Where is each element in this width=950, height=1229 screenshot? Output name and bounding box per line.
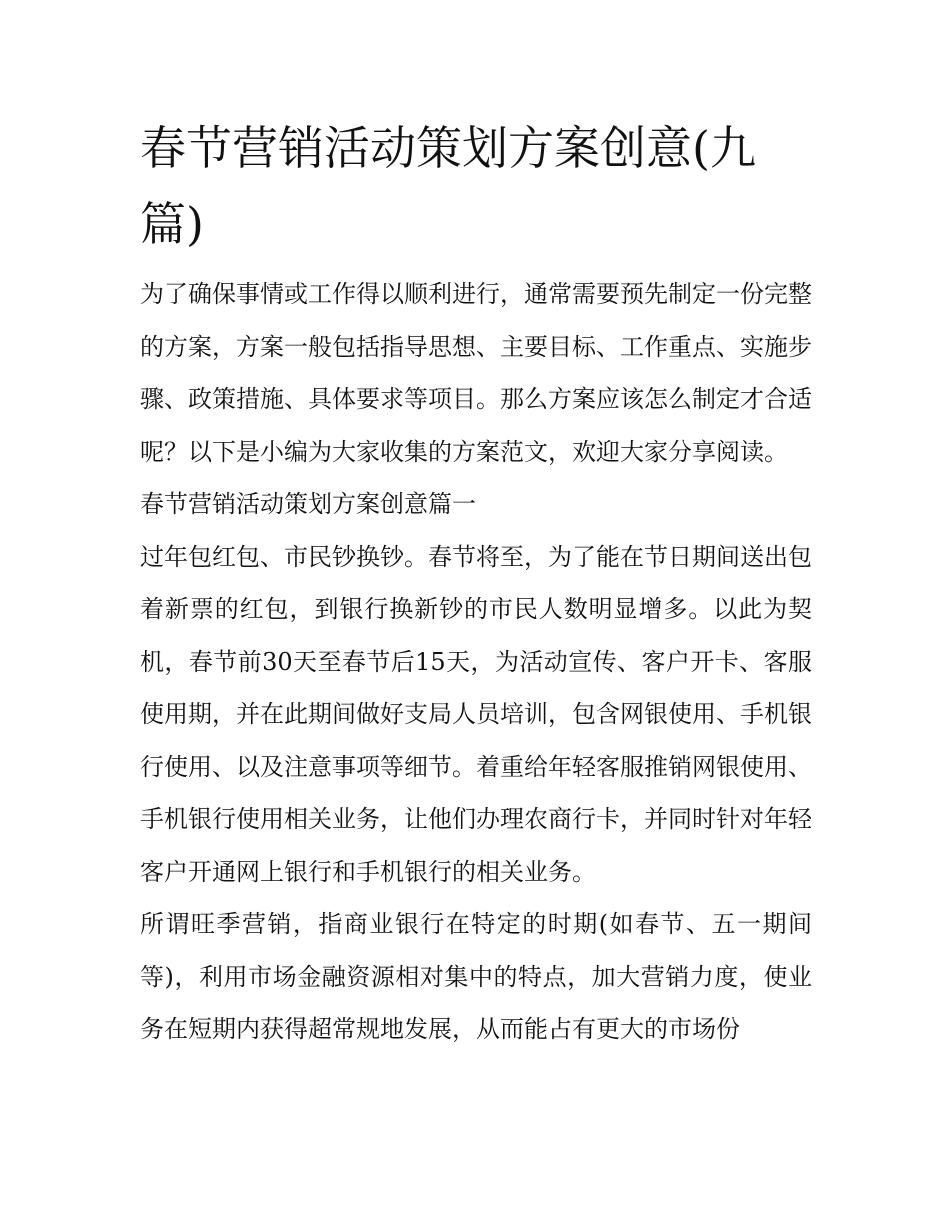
intro-paragraph: 为了确保事情或工作得以顺利进行，通常需要预先制定一份完整的方案，方案一般包括指导思想、主要目标、工作重点、实施步骤、政策措施、具体要求等项目。那么方案应该怎么制定才合适呢？以下是小编为大家收集的方案范文，欢迎大家分享阅读。 xyxy=(140,280,812,466)
document-body xyxy=(140,110,812,1056)
body-paragraph-2: 所谓旺季营销，指商业银行在特定的时期(如春节、五一期间等)，利用市场金融资源相对集中的特点，加大营销力度，使业务在短期内获得超常规地发展，从而能占有更大的市场份 xyxy=(140,910,812,1043)
body-paragraph-1: 过年包红包、市民钞换钞。春节将至，为了能在节日期间送出包着新票的红包，到银行换新钞的市民人数明显增多。以此为契机，春节前30天至春节后15天，为活动宣传、客户开卡、客服使用期，并在此期间做好支局人员培训，包含网银使用、手机银行使用、以及注意事项等细节。着重给年轻客服推销网银使用、手机银行使用相关业务，让他们办理农商行卡，并同时针对年轻客户开通网上银行和手机银行的相关业务。 xyxy=(140,542,812,886)
document-title: 春节营销活动策划方案创意(九篇) xyxy=(140,121,756,251)
section-heading: 春节营销活动策划方案创意篇一 xyxy=(140,490,476,518)
